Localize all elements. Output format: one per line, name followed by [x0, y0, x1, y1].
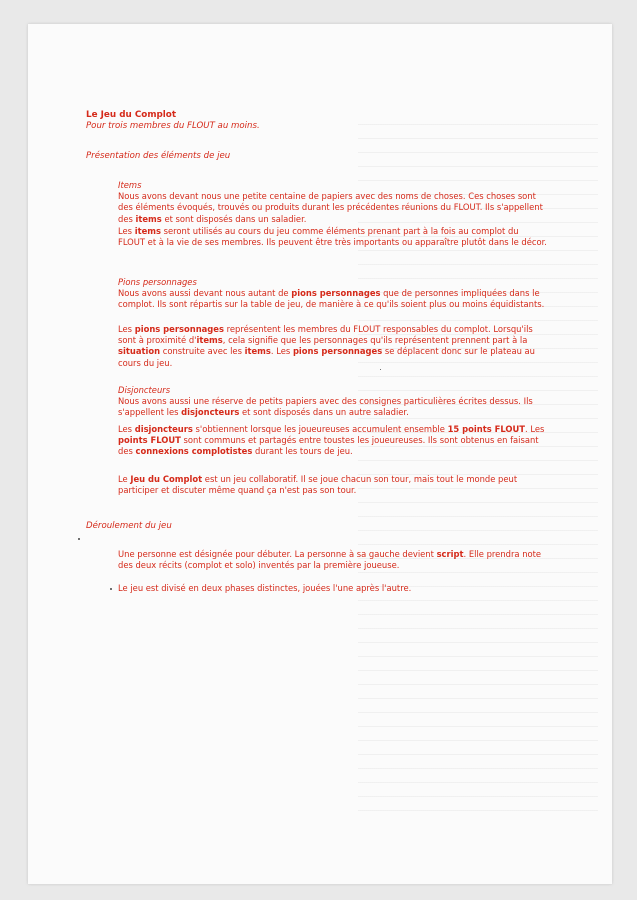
- paper-speck: [78, 538, 80, 540]
- paper-speck: [380, 369, 381, 370]
- document-subtitle: Pour trois membres du FLOUT au moins.: [86, 121, 260, 131]
- disjoncteurs-heading: Disjoncteurs: [118, 385, 171, 395]
- deroulement-paragraph-2: Le jeu est divisé en deux phases distinctes, jouées l'une après l'autre.: [118, 583, 412, 593]
- pions-block-2: [118, 324, 548, 369]
- deroulement-paragraph-1: Une personne est désignée pour débuter. La personne à sa gauche devient script. Elle prendra note des deux récits (complot et solo) inventés par la première joueuse.: [118, 549, 542, 571]
- disjoncteurs-paragraph-1: Nous avons aussi une réserve de petits papiers avec des consignes particulières écrites dessus. Ils s'appellent les disjoncteurs et sont disposés dans un autre saladier.: [118, 396, 533, 418]
- deroulement-block: [118, 549, 548, 571]
- section-heading-deroulement: Déroulement du jeu: [86, 521, 172, 531]
- items-block-2: [118, 226, 548, 248]
- deroulement-block-2: [118, 583, 548, 594]
- collaboratif-block: [118, 474, 548, 496]
- disjoncteurs-block-2: [118, 424, 548, 458]
- items-paragraph-2: Les items seront utilisés au cours du jeu comme éléments prenant part à la fois au complot du FLOUT et à la vie de ses membres. Ils peuvent être très importants ou apparaître plutôt dans le décor.: [118, 226, 547, 248]
- collaboratif-paragraph: Le Jeu du Complot est un jeu collaboratif. Il se joue chacun son tour, mais tout le monde peut participer et discuter même quand ça n'est pas son tour.: [118, 474, 518, 496]
- pions-paragraph-2: Les pions personnages représentent les membres du FLOUT responsables du complot. Lorsqu'ils sont à proximité d'items, cela signifie que les personnages qu'ils représentent prennent part à la situation construite avec les items. Les pions personnages se déplacent donc sur le plateau au cours du jeu.: [118, 324, 535, 368]
- pions-heading: Pions personnages: [118, 277, 197, 287]
- items-paragraph-1: Nous avons devant nous une petite centaine de papiers avec des noms de choses. Ces choses sont des éléments évoqués, trouvés ou produits durant les précédentes réunions du FLOUT. Ils s'appellent des items et sont disposés dans un saladier.: [118, 191, 543, 224]
- pions-block: [118, 277, 548, 311]
- disjoncteurs-paragraph-2: Les disjoncteurs s'obtiennent lorsque les joueureuses accumulent ensemble 15 points FLOUT. Les points FLOUT sont communs et partagés entre toustes les joueureuses. Ils sont obtenus en faisant des connexions complotistes durant les tours de jeu.: [118, 424, 545, 457]
- document-title: Le Jeu du Complot: [86, 110, 177, 120]
- items-block: [118, 180, 548, 225]
- paper-speck: [110, 588, 112, 590]
- section-heading-presentation: Présentation des éléments de jeu: [86, 151, 231, 161]
- pions-paragraph-1: Nous avons aussi devant nous autant de pions personnages que de personnes impliquées dans le complot. Ils sont répartis sur la table de jeu, de manière à ce qu'ils soient plus ou moins équidistants.: [118, 288, 545, 310]
- items-heading: Items: [118, 180, 142, 190]
- disjoncteurs-block: [118, 385, 548, 419]
